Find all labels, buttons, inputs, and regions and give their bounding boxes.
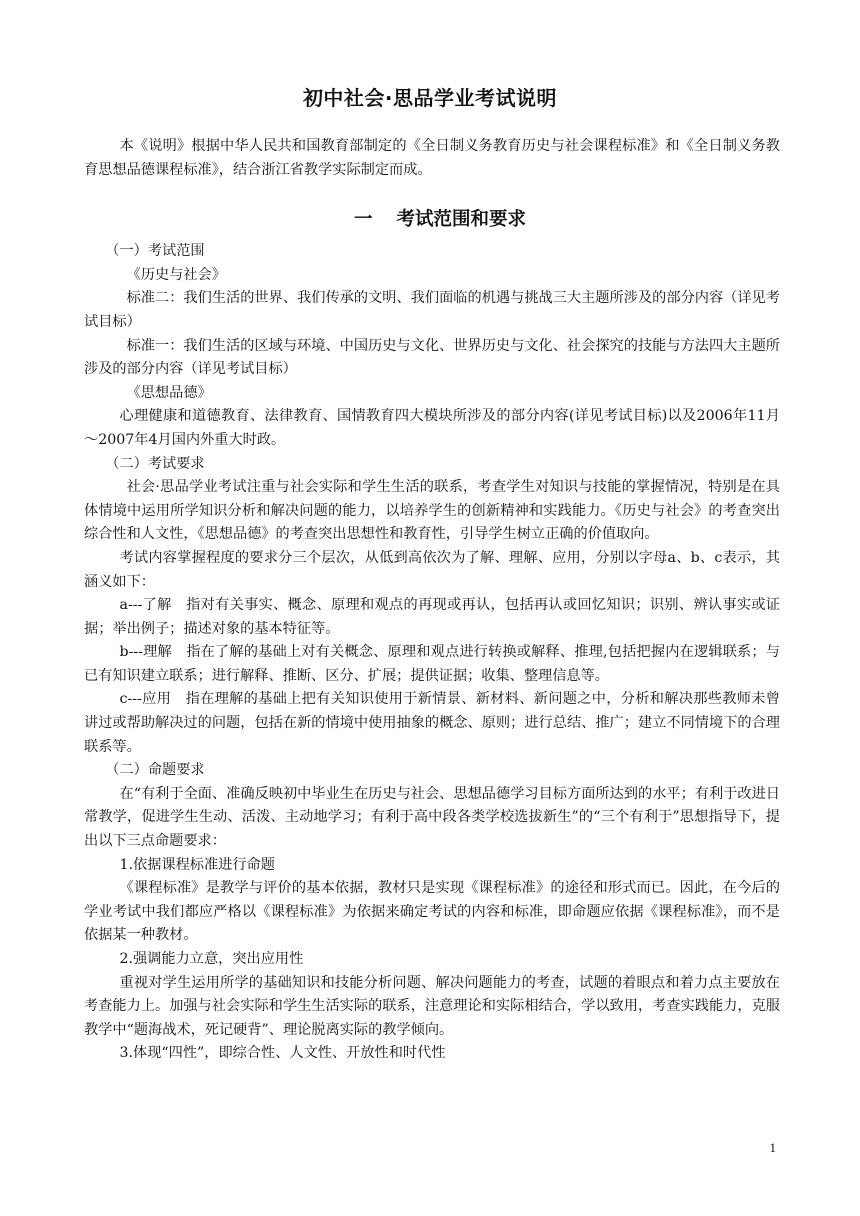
item-2-paragraph: 重视对学生运用所学的基础知识和技能分析问题、解决问题能力的考查，试题的着眼点和着力点主要放在考查能力上。加强与社会实际和学生生活实际的联系，注意理论和实际相结合，学以致用，考查实践能力，克服教学中“题海战术，死记硬背”、理论脱离实际的教学倾向。 (84, 974, 780, 1038)
subheading-exam-scope: （一）考试范围 (105, 243, 205, 260)
section-number: 一 (354, 209, 373, 231)
requirements-paragraph: 社会·思品学业考试注重与社会实际和学生生活的联系，考查学生对知识与技能的掌握情况，特别是在具体情境中运用所学知识分析和解决问题的能力，以培养学生的创新精神和实践能力。《历史与社会》的考查突出综合性和人文性，《思想品德》的考查突出思想性和教育性，引导学生树立正确的价值取向。 (84, 479, 780, 543)
section-heading (84, 206, 780, 234)
item-1-heading: 1.依据课程标准进行命题 (119, 856, 275, 873)
item-2-heading: 2.强调能力立意，突出应用性 (119, 951, 304, 967)
level-b-paragraph: b---理解 指在了解的基础上对有关概念、原理和观点进行转换或解释、推理,包括把握内在逻辑联系；与已有知识建立联系；进行解释、推断、区分、扩展；提供证据；收集、整理信息等。 (84, 644, 780, 684)
level-c-paragraph: c---应用 指在理解的基础上把有关知识使用于新情景、新材料、新问题之中，分析和解决那些教师未曾讲过或帮助解决过的问题，包括在新的情境中使用抽象的概念、原则；进行总结、推广；建立不同情境下的合理联系等。 (84, 691, 780, 755)
book-title-moral: 《思想品德》 (126, 384, 212, 401)
levels-paragraph: 考试内容掌握程度的要求分三个层次，从低到高依次为了解、理解、应用，分别以字母a、b、c表示，其涵义如下： (84, 549, 780, 590)
section-title: 考试范围和要求 (396, 209, 527, 231)
proposition-intro-paragraph: 在“有利于全面、准确反映初中毕业生在历史与社会、思想品德学习目标方面所达到的水平；有利于改进日常教学，促进学生生动、活泼、主动地学习；有利于高中段各类学校选拔新生”的“三个有利于”思想指导下，提出以下三点命题要求： (84, 785, 780, 850)
standard-one-paragraph: 标准一：我们生活的区域与环境、中国历史与文化、世界历史与文化、社会探究的技能与方法四大主题所涉及的部分内容（详见考试目标） (84, 337, 780, 378)
page-number: 1 (769, 1140, 776, 1155)
page-title: 初中社会·思品学业考试说明 (302, 86, 558, 110)
subheading-proposition-requirements: （二）命题要求 (105, 762, 205, 779)
item-1-paragraph: 《课程标准》是教学与评价的基本依据，教材只是实现《课程标准》的途径和形式而已。因此，在今后的学业考试中我们都应严格以《课程标准》为依据来确定考试的内容和标准，即命题应依据《课程标准》，而不是依据某一种教材。 (84, 880, 780, 944)
document-body (84, 135, 780, 1066)
book-title-history-society: 《历史与社会》 (126, 266, 226, 283)
item-3-heading: 3.体现“四性”，即综合性、人文性、开放性和时代性 (119, 1045, 446, 1062)
subheading-exam-requirements: （二）考试要求 (105, 455, 205, 472)
intro-paragraph: 本《说明》根据中华人民共和国教育部制定的《全日制义务教育历史与社会课程标准》和《全日制义务教育思想品德课程标准》，结合浙江省教学实际制定而成。 (84, 138, 780, 178)
standard-two-paragraph: 标准二：我们生活的世界、我们传承的文明、我们面临的机遇与挑战三大主题所涉及的部分内容（详见考试目标） (84, 290, 780, 330)
level-a-paragraph: a---了解 指对有关事实、概念、原理和观点的再现或再认，包括再认或回忆知识；识别、辨认事实或证据；举出例子；描述对象的基本特征等。 (84, 597, 780, 637)
moral-scope-paragraph: 心理健康和道德教育、法律教育、国情教育四大模块所涉及的部分内容(详见考试目标)以及2006年11月～2007年4月国内外重大时政。 (84, 408, 780, 448)
